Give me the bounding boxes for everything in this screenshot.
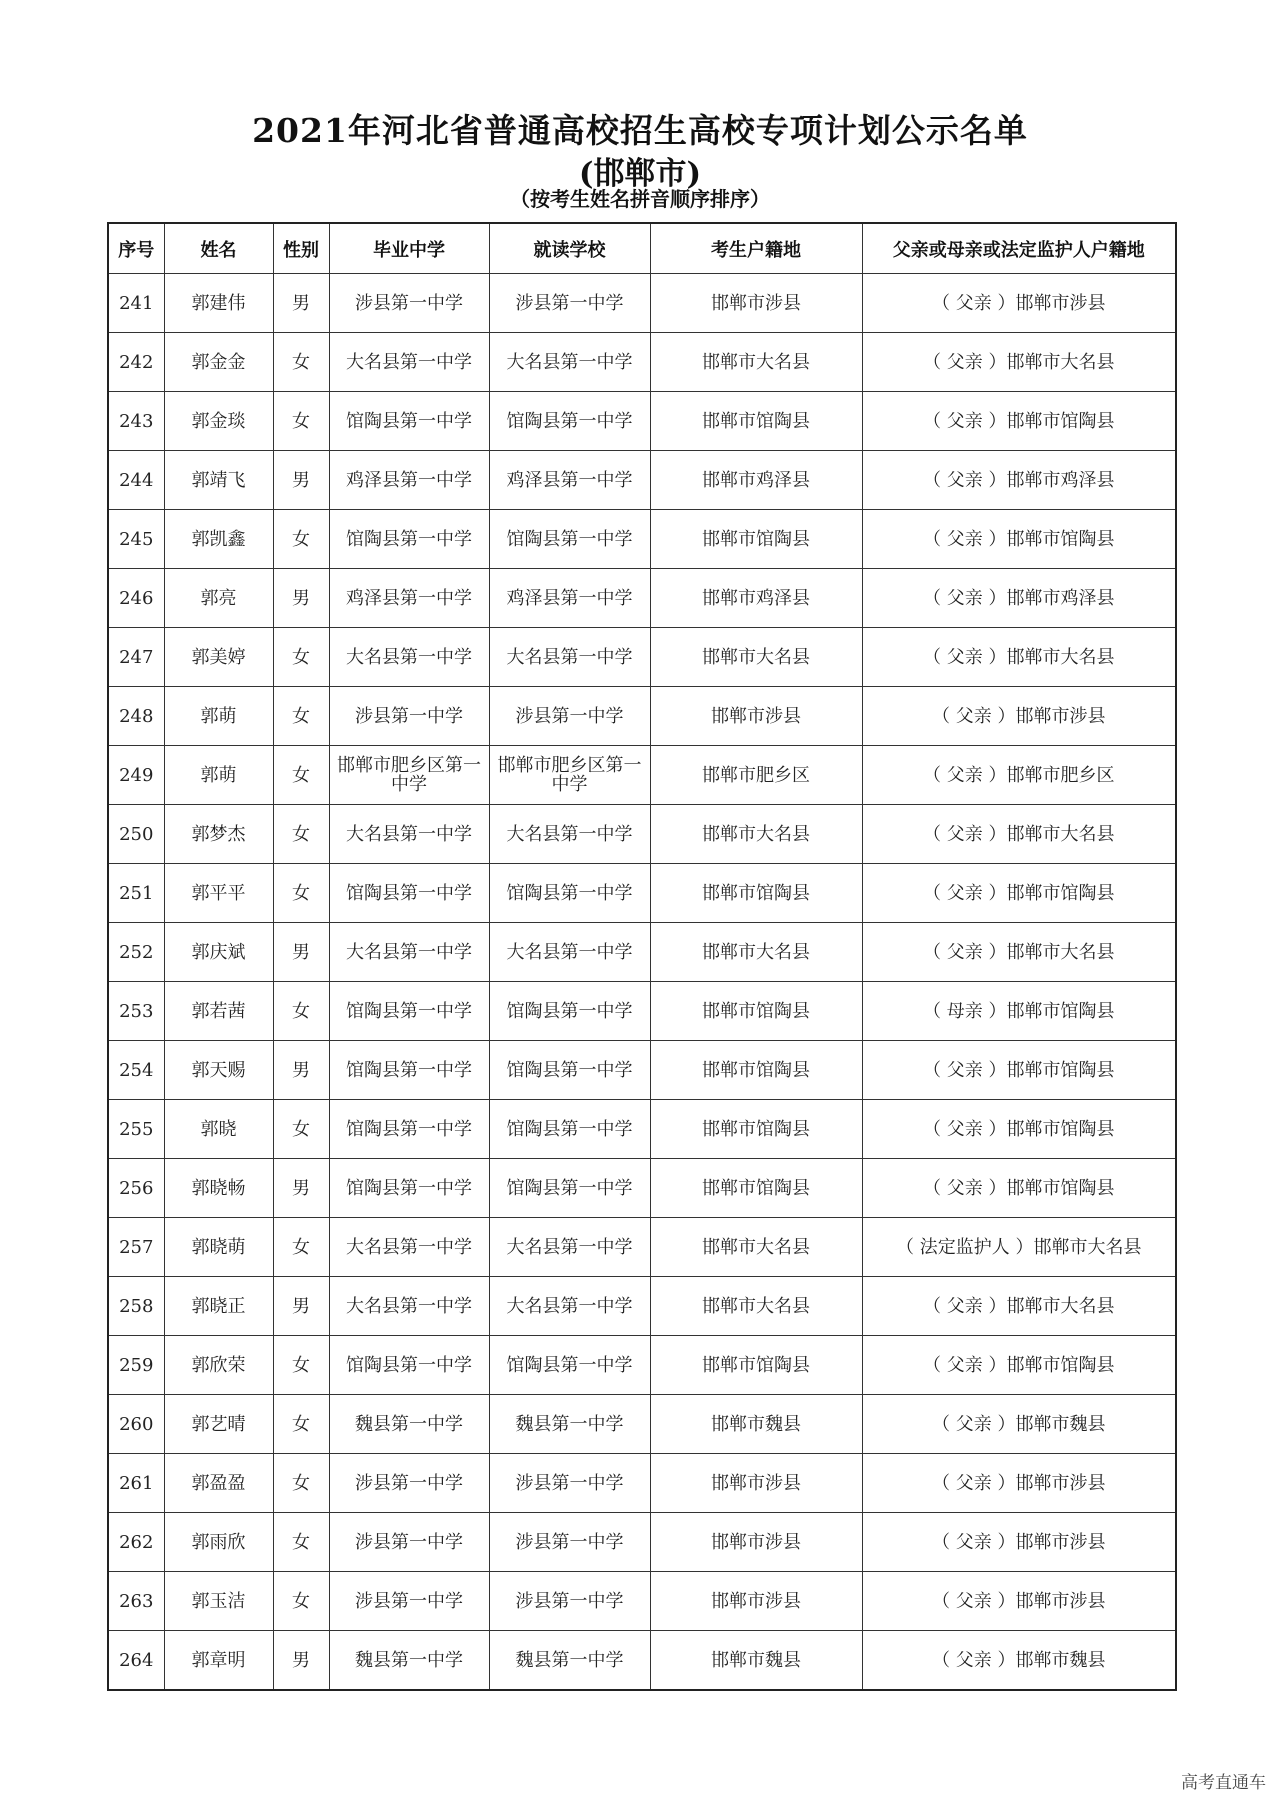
cell-gender: 女: [273, 1218, 329, 1277]
cell-index: 257: [108, 1218, 164, 1277]
table-row: [108, 923, 1176, 982]
cell-current-school: 馆陶县第一中学: [489, 392, 650, 451]
cell-parent-residence: （ 父亲 ）邯郸市涉县: [862, 274, 1176, 333]
table-row: [108, 864, 1176, 923]
cell-student-residence: 邯郸市馆陶县: [650, 982, 862, 1041]
table-row: [108, 274, 1176, 333]
cell-graduated-school: 大名县第一中学: [329, 923, 489, 982]
cell-student-residence: 邯郸市大名县: [650, 1218, 862, 1277]
document-sort-note: （按考生姓名拼音顺序排序）: [510, 187, 770, 211]
cell-parent-residence: （ 母亲 ）邯郸市馆陶县: [862, 982, 1176, 1041]
cell-gender: 女: [273, 1572, 329, 1631]
cell-student-residence: 邯郸市大名县: [650, 923, 862, 982]
cell-name: 郭萌: [164, 746, 273, 805]
table-row: [108, 1454, 1176, 1513]
cell-index: 248: [108, 687, 164, 746]
cell-index: 245: [108, 510, 164, 569]
cell-name: 郭晓萌: [164, 1218, 273, 1277]
table-body: [108, 274, 1176, 1691]
table-row: [108, 628, 1176, 687]
cell-student-residence: 邯郸市鸡泽县: [650, 451, 862, 510]
cell-graduated-school: 馆陶县第一中学: [329, 1041, 489, 1100]
cell-parent-residence: （ 父亲 ）邯郸市涉县: [862, 1454, 1176, 1513]
table-row: [108, 1100, 1176, 1159]
cell-name: 郭靖飞: [164, 451, 273, 510]
cell-gender: 女: [273, 982, 329, 1041]
cell-graduated-school: 涉县第一中学: [329, 1513, 489, 1572]
cell-name: 郭章明: [164, 1631, 273, 1691]
cell-current-school: 涉县第一中学: [489, 274, 650, 333]
cell-index: 247: [108, 628, 164, 687]
cell-name: 郭艺晴: [164, 1395, 273, 1454]
table-row: [108, 1041, 1176, 1100]
cell-current-school: 馆陶县第一中学: [489, 1041, 650, 1100]
header-index: 序号: [108, 223, 164, 274]
cell-student-residence: 邯郸市魏县: [650, 1395, 862, 1454]
cell-index: 246: [108, 569, 164, 628]
cell-student-residence: 邯郸市涉县: [650, 1513, 862, 1572]
cell-gender: 女: [273, 1336, 329, 1395]
cell-student-residence: 邯郸市涉县: [650, 687, 862, 746]
cell-gender: 女: [273, 864, 329, 923]
cell-parent-residence: （ 父亲 ）邯郸市馆陶县: [862, 1336, 1176, 1395]
cell-student-residence: 邯郸市大名县: [650, 805, 862, 864]
cell-name: 郭晓畅: [164, 1159, 273, 1218]
cell-index: 242: [108, 333, 164, 392]
cell-current-school: 大名县第一中学: [489, 628, 650, 687]
cell-graduated-school: 大名县第一中学: [329, 1218, 489, 1277]
cell-gender: 女: [273, 805, 329, 864]
cell-name: 郭萌: [164, 687, 273, 746]
cell-name: 郭玉洁: [164, 1572, 273, 1631]
cell-current-school: 涉县第一中学: [489, 1572, 650, 1631]
cell-parent-residence: （ 父亲 ）邯郸市大名县: [862, 1277, 1176, 1336]
cell-name: 郭美婷: [164, 628, 273, 687]
cell-student-residence: 邯郸市魏县: [650, 1631, 862, 1691]
cell-current-school: 涉县第一中学: [489, 687, 650, 746]
cell-student-residence: 邯郸市馆陶县: [650, 1041, 862, 1100]
cell-parent-residence: （ 父亲 ）邯郸市大名县: [862, 805, 1176, 864]
cell-parent-residence: （ 父亲 ）邯郸市肥乡区: [862, 746, 1176, 805]
cell-graduated-school: 鸡泽县第一中学: [329, 569, 489, 628]
cell-index: 241: [108, 274, 164, 333]
cell-gender: 女: [273, 1100, 329, 1159]
cell-graduated-school: 馆陶县第一中学: [329, 392, 489, 451]
cell-gender: 女: [273, 687, 329, 746]
table-row: [108, 333, 1176, 392]
cell-name: 郭梦杰: [164, 805, 273, 864]
header-name: 姓名: [164, 223, 273, 274]
cell-graduated-school: 馆陶县第一中学: [329, 1100, 489, 1159]
cell-graduated-school: 邯郸市肥乡区第一中学: [329, 746, 489, 805]
cell-gender: 男: [273, 569, 329, 628]
cell-name: 郭晓正: [164, 1277, 273, 1336]
cell-parent-residence: （ 父亲 ）邯郸市鸡泽县: [862, 569, 1176, 628]
table-row: [108, 982, 1176, 1041]
cell-name: 郭金琰: [164, 392, 273, 451]
cell-index: 243: [108, 392, 164, 451]
cell-student-residence: 邯郸市馆陶县: [650, 392, 862, 451]
cell-parent-residence: （ 父亲 ）邯郸市鸡泽县: [862, 451, 1176, 510]
cell-current-school: 馆陶县第一中学: [489, 982, 650, 1041]
cell-graduated-school: 涉县第一中学: [329, 1454, 489, 1513]
table-row: [108, 746, 1176, 805]
cell-index: 255: [108, 1100, 164, 1159]
cell-parent-residence: （ 父亲 ）邯郸市涉县: [862, 687, 1176, 746]
cell-gender: 男: [273, 451, 329, 510]
header-student-residence: 考生户籍地: [650, 223, 862, 274]
cell-graduated-school: 鸡泽县第一中学: [329, 451, 489, 510]
cell-current-school: 魏县第一中学: [489, 1631, 650, 1691]
cell-graduated-school: 馆陶县第一中学: [329, 864, 489, 923]
cell-current-school: 馆陶县第一中学: [489, 1336, 650, 1395]
cell-parent-residence: （ 父亲 ）邯郸市大名县: [862, 333, 1176, 392]
cell-name: 郭天赐: [164, 1041, 273, 1100]
cell-student-residence: 邯郸市馆陶县: [650, 510, 862, 569]
cell-gender: 女: [273, 1513, 329, 1572]
cell-name: 郭亮: [164, 569, 273, 628]
cell-current-school: 涉县第一中学: [489, 1454, 650, 1513]
cell-student-residence: 邯郸市馆陶县: [650, 1159, 862, 1218]
cell-gender: 女: [273, 392, 329, 451]
cell-index: 262: [108, 1513, 164, 1572]
cell-gender: 女: [273, 746, 329, 805]
cell-student-residence: 邯郸市涉县: [650, 1572, 862, 1631]
cell-name: 郭若茜: [164, 982, 273, 1041]
cell-gender: 女: [273, 1454, 329, 1513]
cell-current-school: 涉县第一中学: [489, 1513, 650, 1572]
cell-graduated-school: 大名县第一中学: [329, 333, 489, 392]
cell-index: 261: [108, 1454, 164, 1513]
cell-parent-residence: （ 父亲 ）邯郸市涉县: [862, 1572, 1176, 1631]
table-row: [108, 1159, 1176, 1218]
cell-graduated-school: 馆陶县第一中学: [329, 982, 489, 1041]
table-row: [108, 805, 1176, 864]
cell-name: 郭庆斌: [164, 923, 273, 982]
cell-parent-residence: （ 父亲 ）邯郸市大名县: [862, 628, 1176, 687]
table-row: [108, 687, 1176, 746]
cell-graduated-school: 涉县第一中学: [329, 274, 489, 333]
cell-current-school: 魏县第一中学: [489, 1395, 650, 1454]
cell-index: 254: [108, 1041, 164, 1100]
table-row: [108, 1513, 1176, 1572]
header-parent-residence: 父亲或母亲或法定监护人户籍地: [862, 223, 1176, 274]
cell-gender: 男: [273, 1041, 329, 1100]
cell-gender: 男: [273, 1631, 329, 1691]
table-row: [108, 451, 1176, 510]
cell-gender: 女: [273, 1395, 329, 1454]
header-graduated-school: 毕业中学: [329, 223, 489, 274]
table-row: [108, 510, 1176, 569]
cell-student-residence: 邯郸市大名县: [650, 333, 862, 392]
cell-parent-residence: （ 父亲 ）邯郸市馆陶县: [862, 1100, 1176, 1159]
cell-gender: 女: [273, 333, 329, 392]
cell-parent-residence: （ 父亲 ）邯郸市魏县: [862, 1631, 1176, 1691]
cell-gender: 男: [273, 274, 329, 333]
cell-graduated-school: 大名县第一中学: [329, 805, 489, 864]
cell-gender: 女: [273, 510, 329, 569]
cell-parent-residence: （ 父亲 ）邯郸市馆陶县: [862, 1041, 1176, 1100]
cell-student-residence: 邯郸市肥乡区: [650, 746, 862, 805]
table-row: [108, 392, 1176, 451]
cell-parent-residence: （ 父亲 ）邯郸市涉县: [862, 1513, 1176, 1572]
cell-student-residence: 邯郸市大名县: [650, 628, 862, 687]
cell-index: 252: [108, 923, 164, 982]
cell-graduated-school: 涉县第一中学: [329, 687, 489, 746]
cell-index: 260: [108, 1395, 164, 1454]
cell-student-residence: 邯郸市大名县: [650, 1277, 862, 1336]
cell-index: 244: [108, 451, 164, 510]
cell-index: 256: [108, 1159, 164, 1218]
cell-name: 郭金金: [164, 333, 273, 392]
cell-graduated-school: 馆陶县第一中学: [329, 1159, 489, 1218]
cell-parent-residence: （ 父亲 ）邯郸市馆陶县: [862, 392, 1176, 451]
table-row: [108, 1336, 1176, 1395]
cell-current-school: 馆陶县第一中学: [489, 1159, 650, 1218]
cell-student-residence: 邯郸市鸡泽县: [650, 569, 862, 628]
cell-graduated-school: 大名县第一中学: [329, 628, 489, 687]
cell-parent-residence: （ 父亲 ）邯郸市魏县: [862, 1395, 1176, 1454]
cell-student-residence: 邯郸市馆陶县: [650, 1100, 862, 1159]
cell-index: 264: [108, 1631, 164, 1691]
cell-index: 250: [108, 805, 164, 864]
table-row: [108, 1395, 1176, 1454]
cell-graduated-school: 馆陶县第一中学: [329, 510, 489, 569]
cell-parent-residence: （ 父亲 ）邯郸市大名县: [862, 923, 1176, 982]
cell-name: 郭凯鑫: [164, 510, 273, 569]
cell-current-school: 大名县第一中学: [489, 805, 650, 864]
cell-parent-residence: （ 父亲 ）邯郸市馆陶县: [862, 864, 1176, 923]
cell-name: 郭晓: [164, 1100, 273, 1159]
cell-student-residence: 邯郸市涉县: [650, 274, 862, 333]
cell-current-school: 馆陶县第一中学: [489, 864, 650, 923]
cell-index: 253: [108, 982, 164, 1041]
header-current-school: 就读学校: [489, 223, 650, 274]
cell-graduated-school: 魏县第一中学: [329, 1631, 489, 1691]
cell-current-school: 鸡泽县第一中学: [489, 451, 650, 510]
cell-graduated-school: 大名县第一中学: [329, 1277, 489, 1336]
cell-current-school: 鸡泽县第一中学: [489, 569, 650, 628]
cell-student-residence: 邯郸市涉县: [650, 1454, 862, 1513]
cell-current-school: 大名县第一中学: [489, 923, 650, 982]
cell-current-school: 馆陶县第一中学: [489, 1100, 650, 1159]
cell-name: 郭欣荣: [164, 1336, 273, 1395]
cell-gender: 男: [273, 923, 329, 982]
cell-gender: 女: [273, 628, 329, 687]
table-row: [108, 1572, 1176, 1631]
document-city: (邯郸市): [578, 156, 702, 192]
cell-current-school: 大名县第一中学: [489, 1277, 650, 1336]
cell-index: 251: [108, 864, 164, 923]
cell-gender: 男: [273, 1277, 329, 1336]
watermark-brand: 高考直通车: [1181, 1773, 1266, 1793]
cell-current-school: 邯郸市肥乡区第一中学: [489, 746, 650, 805]
table-row: [108, 1218, 1176, 1277]
cell-current-school: 大名县第一中学: [489, 1218, 650, 1277]
cell-current-school: 馆陶县第一中学: [489, 510, 650, 569]
cell-current-school: 大名县第一中学: [489, 333, 650, 392]
cell-parent-residence: （ 法定监护人 ）邯郸市大名县: [862, 1218, 1176, 1277]
table-row: [108, 1631, 1176, 1691]
cell-parent-residence: （ 父亲 ）邯郸市馆陶县: [862, 510, 1176, 569]
cell-graduated-school: 馆陶县第一中学: [329, 1336, 489, 1395]
document-title: 2021年河北省普通高校招生高校专项计划公示名单: [252, 111, 1028, 150]
cell-index: 259: [108, 1336, 164, 1395]
table-row: [108, 1277, 1176, 1336]
table-header-row: [108, 223, 1176, 274]
roster-table: [107, 222, 1177, 1691]
cell-index: 249: [108, 746, 164, 805]
cell-gender: 男: [273, 1159, 329, 1218]
cell-name: 郭建伟: [164, 274, 273, 333]
cell-student-residence: 邯郸市馆陶县: [650, 864, 862, 923]
cell-parent-residence: （ 父亲 ）邯郸市馆陶县: [862, 1159, 1176, 1218]
header-gender: 性别: [273, 223, 329, 274]
cell-index: 258: [108, 1277, 164, 1336]
cell-name: 郭盈盈: [164, 1454, 273, 1513]
table-row: [108, 569, 1176, 628]
cell-graduated-school: 涉县第一中学: [329, 1572, 489, 1631]
cell-index: 263: [108, 1572, 164, 1631]
cell-graduated-school: 魏县第一中学: [329, 1395, 489, 1454]
cell-name: 郭雨欣: [164, 1513, 273, 1572]
cell-name: 郭平平: [164, 864, 273, 923]
cell-student-residence: 邯郸市馆陶县: [650, 1336, 862, 1395]
